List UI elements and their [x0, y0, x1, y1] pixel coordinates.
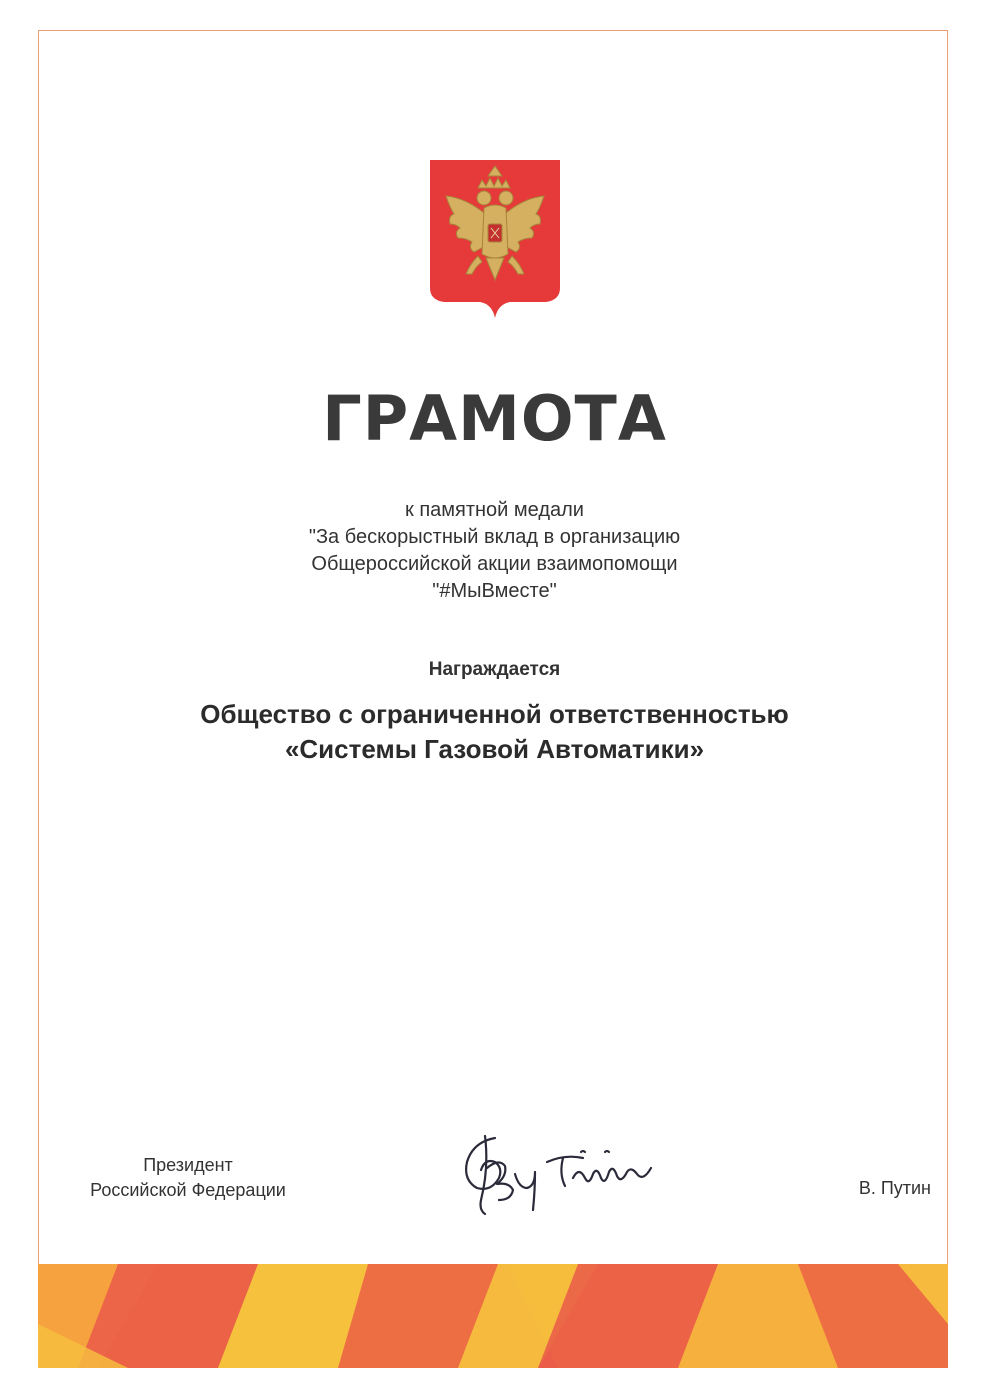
coat-of-arms-icon	[428, 158, 562, 320]
medal-description	[0, 497, 989, 605]
signer-title	[58, 1153, 318, 1203]
signer-title-line: Российской Федерации	[90, 1180, 286, 1200]
awarded-label: Награждается	[428, 659, 561, 680]
recipient-name-line: «Системы Газовой Автоматики»	[284, 734, 705, 764]
signer-name: В. Путин	[858, 1178, 931, 1198]
signer-title-line: Президент	[143, 1155, 233, 1175]
medal-description-line: "#МыВместе"	[432, 580, 557, 602]
medal-description-line: "За бескорыстный вклад в организацию	[308, 526, 681, 548]
decorative-footer-band	[38, 1264, 948, 1368]
medal-description-line: Общероссийской акции взаимопомощи	[311, 553, 678, 575]
signature-icon	[455, 1128, 665, 1220]
recipient-name-line: Общество с ограниченной ответственностью	[200, 699, 789, 729]
recipient-name	[0, 697, 989, 767]
certificate-title: ГРАМОТА	[322, 382, 667, 455]
medal-description-line: к памятной медали	[405, 499, 584, 521]
